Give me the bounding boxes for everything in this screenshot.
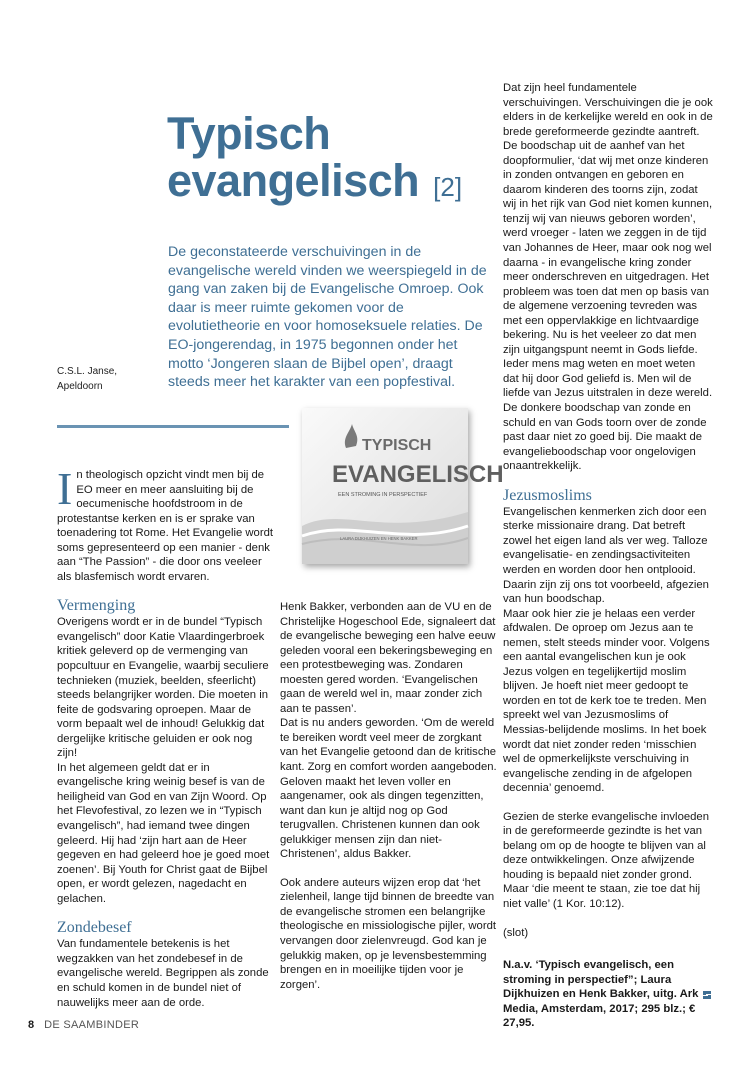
- cover-authors: LAURA DIJKHUIZEN EN HENK BAKKER: [340, 536, 418, 541]
- paragraph: Overigens wordt er in de bundel “Typisch evangelisch” door Katie Vlaardingerbroek kritiek geleverd op de vermenging van popcultuur en Evangelie, waarbij seculiere technieken (muziek, beelden, sfeerlicht) steeds belangrijker worden. Die moeten in feite de godsvaring oproepen. Maar de vorm bepaalt wel de inhoud! Gelukkig dat dergelijke kritische geluiden er ook nog zijn!: [57, 616, 269, 760]
- part-number: [2]: [433, 172, 463, 202]
- paragraph: Dat zijn heel fundamentele verschuivingen. Verschuivingen die je ook elders in de kerkelijke wereld en ook in de brede gereformeerde gezindte aantreft.: [503, 82, 713, 138]
- heading-vermenging: Vermenging: [57, 597, 136, 615]
- column-2: [280, 600, 497, 992]
- page-number: 8: [28, 1019, 35, 1031]
- title-line-2: evangelisch [2]: [167, 155, 463, 206]
- article-lead: De geconstateerde verschuivingen in de evangelische wereld vinden we weerspiegeld in de gang van zaken bij de Evangelische Omroep. Ook daar is meer ruimte gekomen voor de evolutietheorie en voor homoseksuele relaties. De EO-jongerendag, in 1975 begonnen onder het motto ‘Jongeren slaan de Bijbel open’, draagt steeds meer het karakter van een popfestival.: [168, 244, 487, 391]
- title-line-1: Typisch: [167, 108, 331, 159]
- book-cover-art: [302, 408, 504, 564]
- paragraph: Van fundamentele betekenis is het wegzakken van het zondebesef in de evangelische wereld. Begrippen als zonde en schuld komen in de bundel niet of nauwelijks meer aan de orde.: [57, 938, 269, 1009]
- paragraph: Gezien de sterke evangelische invloeden in de gereformeerde gezindte is het van belang om op de hoogte te blijven van al deze ontwikkelingen. Onze afwijzende houding is bepaald niet zonder grond. Maar ‘die meent te staan, zie toe dat hij niet valle’ (1 Kor. 10:12).: [503, 810, 709, 910]
- book-reference: N.a.v. ‘Typisch evangelisch, een stroming in perspectief”; Laura Dijkhuizen en Henk Bakker, uitg. Ark Media, Amsterdam, 2017; 295 blz.; € 27,95.: [503, 959, 699, 1029]
- magazine-name: DE SAAMBINDER: [44, 1019, 140, 1031]
- intro-paragraph: In theologisch opzicht vindt men bij de EO meer en meer aansluiting bij de oecumenische hoofdstroom in de protestantse kerken en is er sprake van toenadering tot Rome. Het Evangelie wordt soms gepresenteerd op een manier - denk aan “The Passion” - die door ons veeleer als blasfemisch wordt ervaren.: [57, 463, 274, 583]
- drop-cap: I: [57, 463, 73, 514]
- article-title: [167, 110, 487, 211]
- column-1: [57, 463, 275, 1010]
- author-name: C.S.L. Janse,: [57, 366, 118, 377]
- end-mark-icon: [702, 990, 712, 1000]
- paragraph: De boodschap uit de aanhef van het doopformulier, ‘dat wij met onze kinderen in zonden ontvangen en geboren en daarom kinderen des toorns zijn, zodat wij in het rijk van God niet komen kunnen, tenzij wij van nieuws geboren worden’, werd vroeger - laten we zeggen in de tijd van Johannes de Heer, maar ook nog wel daarna - in evangelische kring zonder meer onderschreven en uitgedragen. Het probleem was toen dat men op basis van de algemene verzoening tevreden was met een oppervlakkige en lichtvaardige bekering. Nu is het veeleer zo dat men zijn uitgangspunt neemt in Gods liefde. Ieder mens mag weten en moet weten dat hij door God geliefd is. Men wil de liefde van Jezus uitstralen in deze wereld. De donkere boodschap van zonde en schuld en van Gods toorn over de zonde past daar niet zo goed bij. Die maakt de evangelieboodschap voor ongelovigen onaantrekkelijk.: [503, 140, 713, 473]
- paragraph: Maar ook hier zie je helaas een verder afdwalen. De oproep om Jezus aan te nemen, stelt steeds minder voor. Volgens een aantal evangelischen kun je ook Jezus volgen en tegelijkertijd moslim blijven. Je hoeft niet meer gedoopt te worden en tot de kerk toe te treden. Men spreekt wel van Jezusmoslims of Messias-belijdende moslims. In het boek wordt dat niet zonder reden ‘misschien wel de opmerkelijkste verschuiving in evangelische zending in de afgelopen decennia’ genoemd.: [503, 607, 710, 795]
- author-credit: [57, 364, 147, 394]
- author-place: Apeldoorn: [57, 381, 103, 392]
- page-footer: [28, 1019, 139, 1031]
- cover-title-top: TYPISCH: [362, 437, 432, 454]
- slot-note: (slot): [503, 926, 529, 939]
- paragraph: Dat is nu anders geworden. ‘Om de wereld te bereiken wordt veel meer de zorgkant van het Evangelie getoond dan de kritische kant. Zorg en comfort worden aangeboden. Geloven maakt het leven voller en aangenamer, ook als dingen tegenzitten, want dan kun je altijd nog op God terugvallen. Christenen kunnen dan ook gelukkiger mensen zijn dan niet-Christenen’, aldus Bakker.: [280, 717, 497, 861]
- column-3: [503, 81, 713, 940]
- heading-jezusmoslims: Jezusmoslims: [503, 486, 592, 504]
- paragraph: Ook andere auteurs wijzen erop dat ‘het zielenheil, lange tijd binnen de breedte van de evangelische stromen een belangrijke theologische en missiologische pijler, wordt vervangen door zielenvreugd. God kan je gelukkig maken, op je levensbestemming brengen en in moeilijke tijden voor je zorgen’.: [280, 876, 497, 991]
- paragraph: In het algemeen geldt dat er in evangelische kring weinig besef is van de heiligheid van God en van Zijn Woord. Op het Flevofestival, zo lezen we in “Typisch evangelisch”, had iemand twee dingen geleerd. Hij had ‘zijn hart aan de Heer gegeven en had geleerd hoe je goed moet zoenen’. Bij Youth for Christ gaat de Bijbel open, er wordt gelezen, nagedacht en gelachen.: [57, 761, 270, 905]
- cover-subtitle: EEN STROMING IN PERSPECTIEF: [338, 492, 428, 498]
- paragraph: Henk Bakker, verbonden aan de VU en de Christelijke Hogeschool Ede, signaleert dat de evangelische beweging een halve eeuw geleden vooral een bekeringsbeweging en een protestbeweging was. Zondaren moesten gered worden. ‘Evangelischen gaan de wereld wel in, maar zonder zich aan te passen’.: [280, 601, 496, 715]
- cover-title-bottom: EVANGELISCH: [332, 461, 504, 488]
- heading-zondebesef: Zondebesef: [57, 919, 132, 937]
- paragraph: Evangelischen kenmerken zich door een sterke missionaire drang. Dat betreft zowel het eigen land als ver weg. Talloze evangelisatie- en zendingsactiviteiten werden en worden door hen ontplooid. Daarin zijn zij ons tot voorbeeld, afgezien van hun boodschap.: [503, 505, 709, 606]
- divider-rule: [57, 425, 289, 428]
- book-cover-image: [302, 408, 504, 564]
